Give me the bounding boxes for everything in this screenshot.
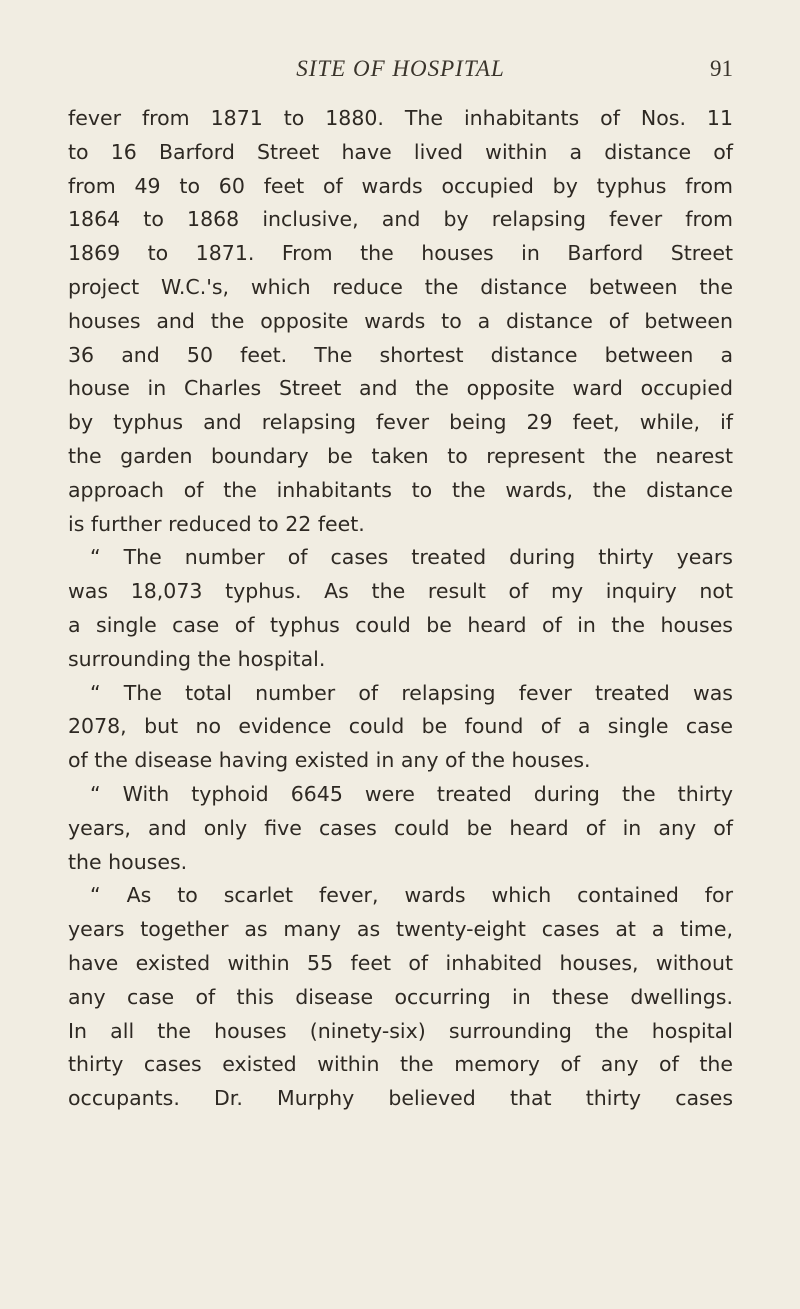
text-line: “ The number of cases treated during thirty years	[90, 545, 733, 570]
text-line: houses and the opposite wards to a distance of between	[68, 308, 733, 333]
running-head	[68, 56, 733, 88]
text-line: years together as many as twenty-eight cases at a time,	[68, 917, 733, 942]
text-line: of the disease having existed in any of the houses.	[68, 748, 591, 773]
text-line: approach of the inhabitants to the wards, the distance	[68, 477, 733, 502]
text-line: house in Charles Street and the opposite ward occupied	[68, 376, 733, 401]
text-line: 1869 to 1871. From the houses in Barford Street	[68, 241, 733, 266]
text-line: to 16 Barford Street have lived within a distance of	[68, 139, 733, 164]
text-line: 36 and 50 feet. The shortest distance between a	[68, 342, 733, 367]
body-text	[68, 102, 733, 1116]
text-line: years, and only five cases could be heard of in any of	[68, 815, 733, 840]
text-line: thirty cases existed within the memory of any of the	[68, 1052, 733, 1077]
text-line: the houses.	[68, 849, 188, 874]
text-line: the garden boundary be taken to represent the nearest	[68, 443, 733, 468]
text-line: any case of this disease occurring in these dwellings.	[68, 984, 733, 1009]
text-line: a single case of typhus could be heard of in the houses	[68, 612, 733, 637]
running-title: SITE OF HOSPITAL	[296, 56, 505, 81]
text-line: from 49 to 60 feet of wards occupied by typhus from	[68, 173, 733, 198]
text-line: fever from 1871 to 1880. The inhabitants of Nos. 11	[68, 106, 733, 130]
text-line: is further reduced to 22 feet.	[68, 511, 365, 536]
text-line: surrounding the hospital.	[68, 646, 326, 671]
text-line: was 18,073 typhus. As the result of my inquiry not	[68, 579, 733, 604]
text-line: “ The total number of relapsing fever treated was	[90, 680, 733, 705]
text-line: 1864 to 1868 inclusive, and by relapsing fever from	[68, 207, 733, 232]
text-line: have existed within 55 feet of inhabited houses, without	[68, 950, 733, 975]
text-line: 2078, but no evidence could be found of a single case	[68, 714, 733, 739]
page-number: 91	[710, 56, 733, 81]
text-line: In all the houses (ninety-six) surrounding the hospital	[68, 1018, 733, 1043]
text-line: by typhus and relapsing fever being 29 feet, while, if	[68, 410, 733, 435]
text-line: “ As to scarlet fever, wards which contained for	[90, 883, 733, 908]
text-line: project W.C.'s, which reduce the distance between the	[68, 274, 733, 299]
text-line: occupants. Dr. Murphy believed that thirty cases	[68, 1086, 733, 1111]
text-line: “ With typhoid 6645 were treated during the thirty	[90, 781, 733, 806]
